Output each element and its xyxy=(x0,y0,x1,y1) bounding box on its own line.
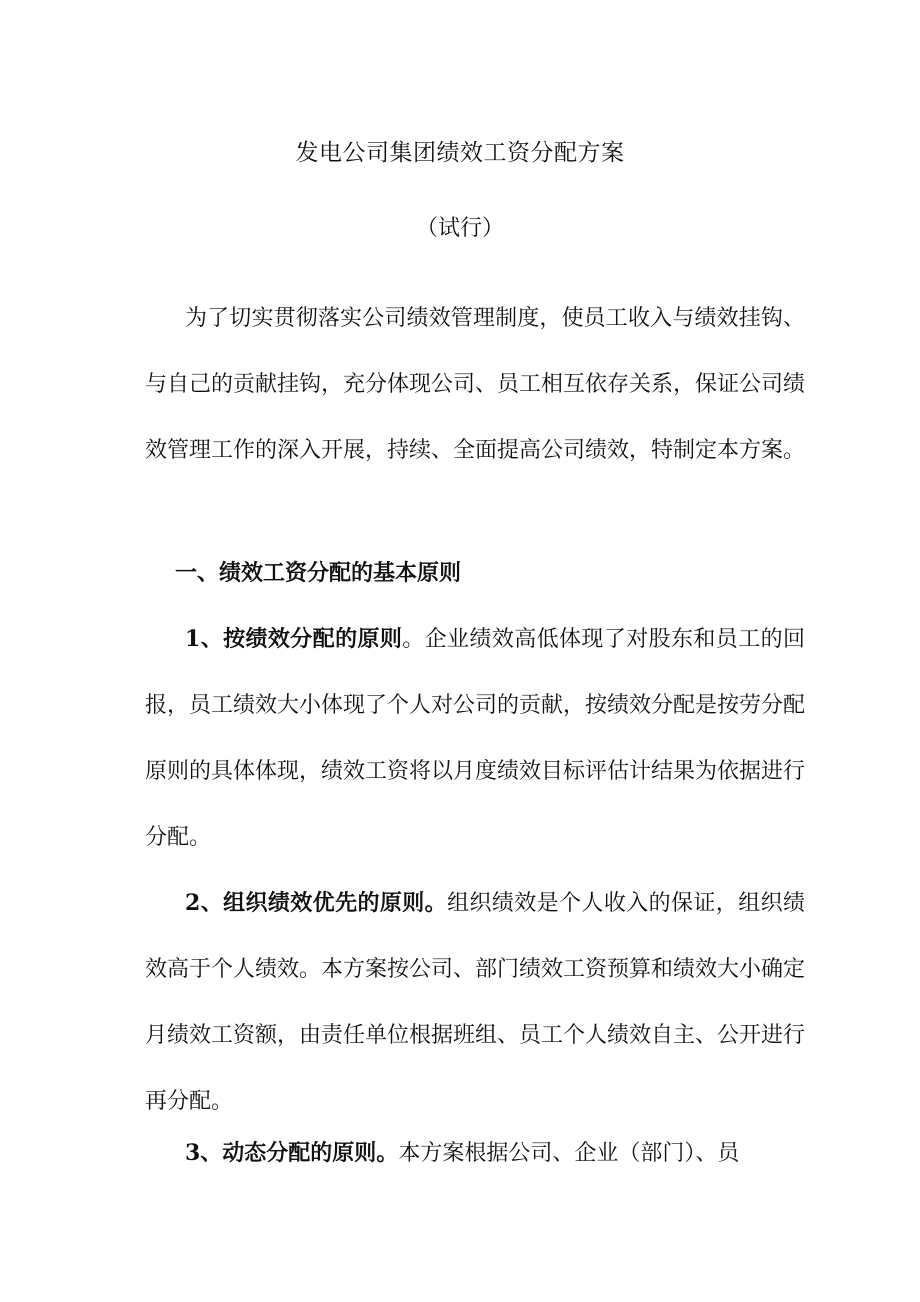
principle-body: 组织绩效是个人收入的保证，组织绩效高于个人绩效。本方案按公司、部门绩效工资预算和绩效大小确定月绩效工资额，由责任单位根据班组、员工个人绩效自主、公开进行再分配。 xyxy=(145,891,806,1114)
principle-title: 2、组织绩效优先的原则。 xyxy=(185,890,448,916)
principle-title: 3、动态分配的原则。 xyxy=(185,1140,399,1166)
document-title: 发电公司集团绩效工资分配方案 xyxy=(295,140,625,166)
principle-paragraph-1 xyxy=(145,606,805,871)
principle-body: 本方案根据公司、企业（部门）、员 xyxy=(398,1141,740,1166)
principle-title: 1、按绩效分配的原则 xyxy=(185,626,403,652)
principle-body: 。企业绩效高低体现了对股东和员工的回报，员工绩效大小体现了个人对公司的贡献，按绩效分配是按劳分配原则的具体体现，绩效工资将以月度绩效目标评估计结果为依据进行分配。 xyxy=(145,627,806,850)
principle-paragraph-3 xyxy=(145,1120,805,1187)
principle-paragraph-2 xyxy=(145,870,805,1135)
document-subtitle: （试行） xyxy=(415,216,504,241)
section-heading: 一、绩效工资分配的基本原则 xyxy=(175,561,462,586)
intro-paragraph: 为了切实贯彻落实公司绩效管理制度，使员工收入与绩效挂钩、与自己的贡献挂钩，充分体现公司、员工相互依存关系，保证公司绩效管理工作的深入开展，持续、全面提高公司绩效，特制定本方案。 xyxy=(145,306,806,463)
